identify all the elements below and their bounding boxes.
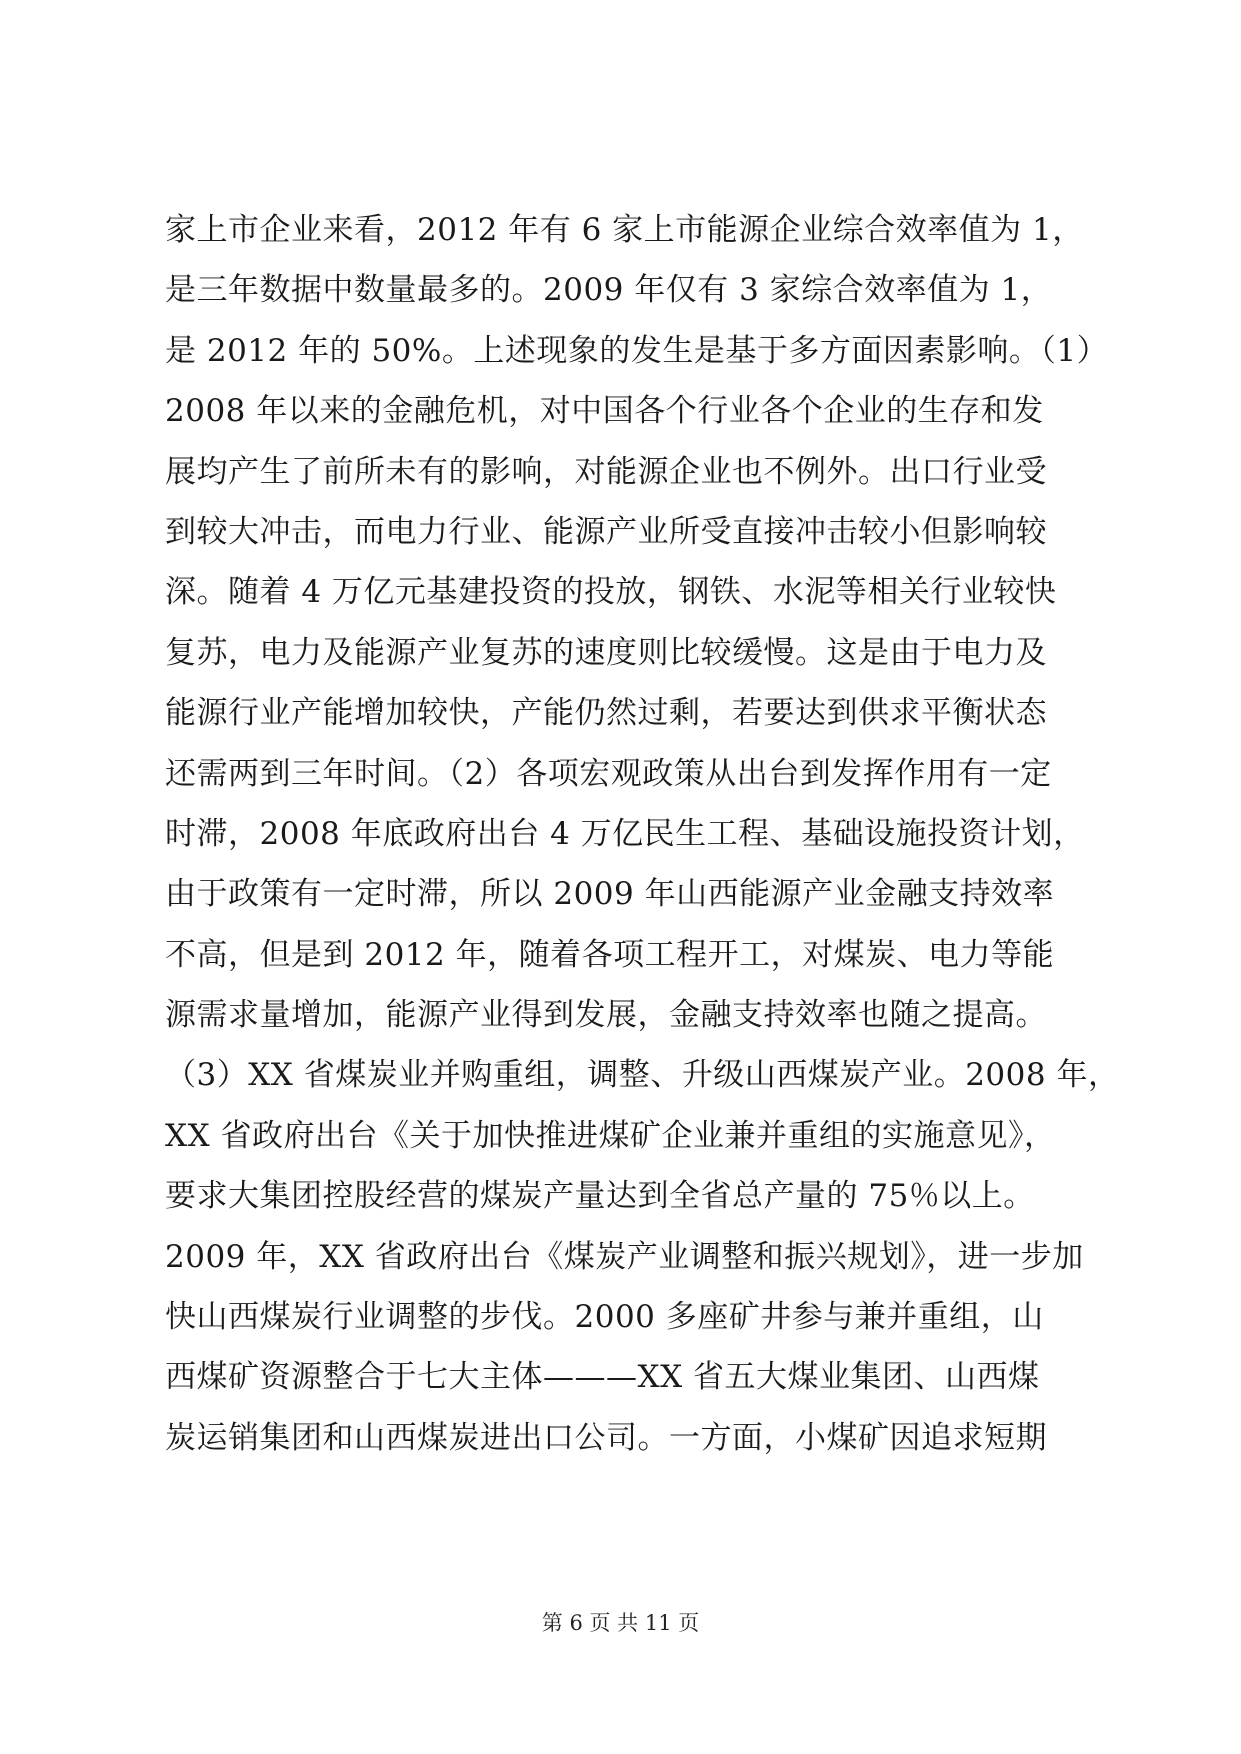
text-line: 由于政策有一定时滞，所以 2009 年山西能源产业金融支持效率 [165,876,1055,913]
text-line: 2008 年以来的金融危机，对中国各个行业各个企业的生存和发 [165,393,1044,430]
text-line: （3）XX 省煤炭业并购重组，调整、升级山西煤炭产业。2008 年， [165,1057,1120,1094]
text-line: 是 2012 年的 50%。上述现象的发生是基于多方面因素影响。（1） [165,332,1109,369]
page-footer [0,1608,1241,1638]
text-line: XX 省政府出台《关于加快推进煤矿企业兼并重组的实施意见》， [165,1117,1056,1154]
text-line: 展均产生了前所未有的影响，对能源企业也不例外。出口行业受 [165,453,1047,490]
text-line: 是三年数据中数量最多的。2009 年仅有 3 家综合效率值为 1， [165,272,1053,309]
text-line: 炭运销集团和山西煤炭进出口公司。一方面，小煤矿因追求短期 [165,1419,1047,1456]
text-line: 不高，但是到 2012 年，随着各项工程开工，对煤炭、电力等能 [165,936,1055,973]
text-line: 到较大冲击，而电力行业、能源产业所受直接冲击较小但影响较 [165,513,1047,550]
text-line: 深。随着 4 万亿元基建投资的投放，钢铁、水泥等相关行业较快 [165,574,1057,611]
text-line: 时滞，2008 年底政府出台 4 万亿民生工程、基础设施投资计划， [165,815,1085,852]
text-line: 源需求量增加，能源产业得到发展，金融支持效率也随之提高。 [165,997,1047,1034]
body-text [165,200,1120,1468]
text-line: 还需两到三年时间。（2）各项宏观政策从出台到发挥作用有一定 [165,755,1052,792]
text-line: 西煤矿资源整合于七大主体———XX 省五大煤业集团、山西煤 [165,1359,1040,1396]
text-line: 能源行业产能增加较快，产能仍然过剩，若要达到供求平衡状态 [165,695,1047,732]
text-line: 2009 年，XX 省政府出台《煤炭产业调整和振兴规划》，进一步加 [165,1238,1084,1275]
text-line: 快山西煤炭行业调整的步伐。2000 多座矿井参与兼并重组，山 [165,1299,1044,1336]
page-number-label: 第 6 页 共 11 页 [541,1611,700,1635]
text-line: 复苏，电力及能源产业复苏的速度则比较缓慢。这是由于电力及 [165,634,1047,671]
text-line: 要求大集团控股经营的煤炭产量达到全省总产量的 75％以上。 [165,1178,1035,1215]
text-line: 家上市企业来看，2012 年有 6 家上市能源企业综合效率值为 1， [165,212,1084,248]
